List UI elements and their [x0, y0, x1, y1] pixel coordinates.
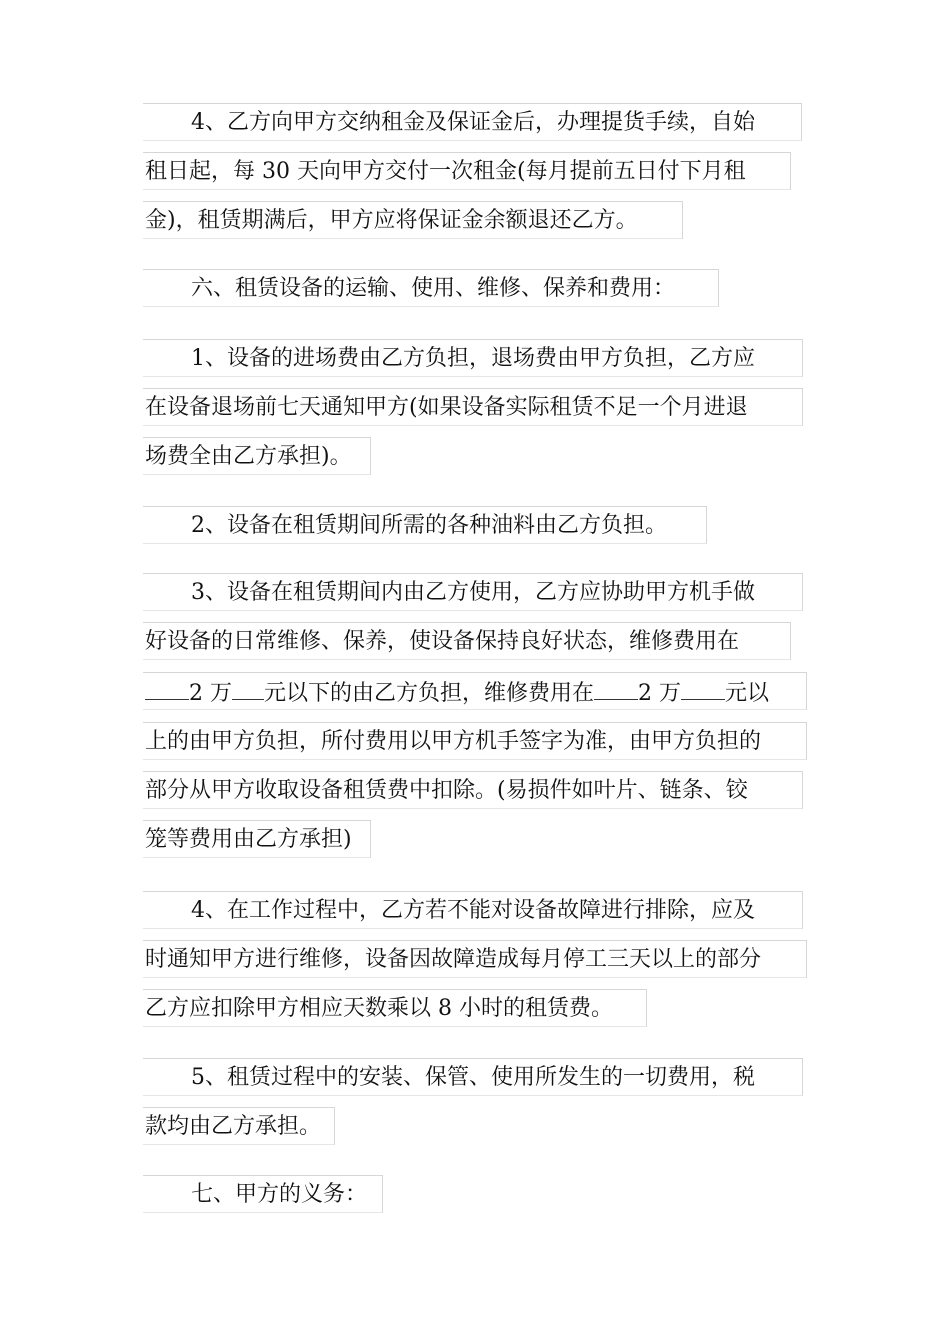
paragraph-line: 金)，租赁期满后，甲方应将保证金余额退还乙方。 [143, 201, 683, 239]
paragraph-line: 笼等费用由乙方承担) [143, 820, 371, 858]
fill-in-line [143, 672, 807, 710]
paragraph-line: 2、设备在租赁期间所需的各种油料由乙方负担。 [143, 506, 707, 544]
paragraph-line: 乙方应扣除甲方相应天数乘以 8 小时的租赁费。 [143, 989, 647, 1027]
paragraph-line: 1、设备的进场费由乙方负担，退场费由甲方负担，乙方应 [143, 339, 803, 377]
fill-text: 元以 [725, 681, 770, 706]
repair-amount-2: 2 万 [638, 681, 682, 706]
paragraph-line: 上的由甲方负担，所付费用以甲方机手签字为准，由甲方负担的 [143, 722, 807, 760]
paragraph-line: 部分从甲方收取设备租赁费中扣除。(易损件如叶片、链条、铰 [143, 771, 803, 809]
paragraph-line: 3、设备在租赁期间内由乙方使用，乙方应协助甲方机手做 [143, 573, 803, 611]
paragraph-line: 4、在工作过程中，乙方若不能对设备故障进行排除，应及 [143, 891, 803, 929]
fill-blank [681, 673, 725, 700]
section-heading: 六、租赁设备的运输、使用、维修、保养和费用： [143, 269, 719, 307]
paragraph-line: 时通知甲方进行维修，设备因故障造成每月停工三天以上的部分 [143, 940, 807, 978]
paragraph-line: 在设备退场前七天通知甲方(如果设备实际租赁不足一个月进退 [143, 388, 803, 426]
section-heading: 七、甲方的义务： [143, 1175, 383, 1213]
paragraph-line: 好设备的日常维修、保养，使设备保持良好状态，维修费用在 [143, 622, 791, 660]
paragraph-line: 场费全由乙方承担)。 [143, 437, 371, 475]
repair-amount-1: 2 万 [189, 681, 232, 706]
paragraph-line: 租日起，每 30 天向甲方交付一次租金(每月提前五日付下月租 [143, 152, 791, 190]
paragraph-line: 4、乙方向甲方交纳租金及保证金后，办理提货手续，自始 [143, 103, 802, 141]
fill-text: 元以下的由乙方负担，维修费用在 [264, 681, 595, 706]
paragraph-line: 5、租赁过程中的安装、保管、使用所发生的一切费用，税 [143, 1058, 803, 1096]
fill-blank [145, 673, 189, 700]
fill-blank [232, 673, 264, 700]
paragraph-line: 款均由乙方承担。 [143, 1107, 335, 1145]
fill-blank [594, 673, 638, 700]
